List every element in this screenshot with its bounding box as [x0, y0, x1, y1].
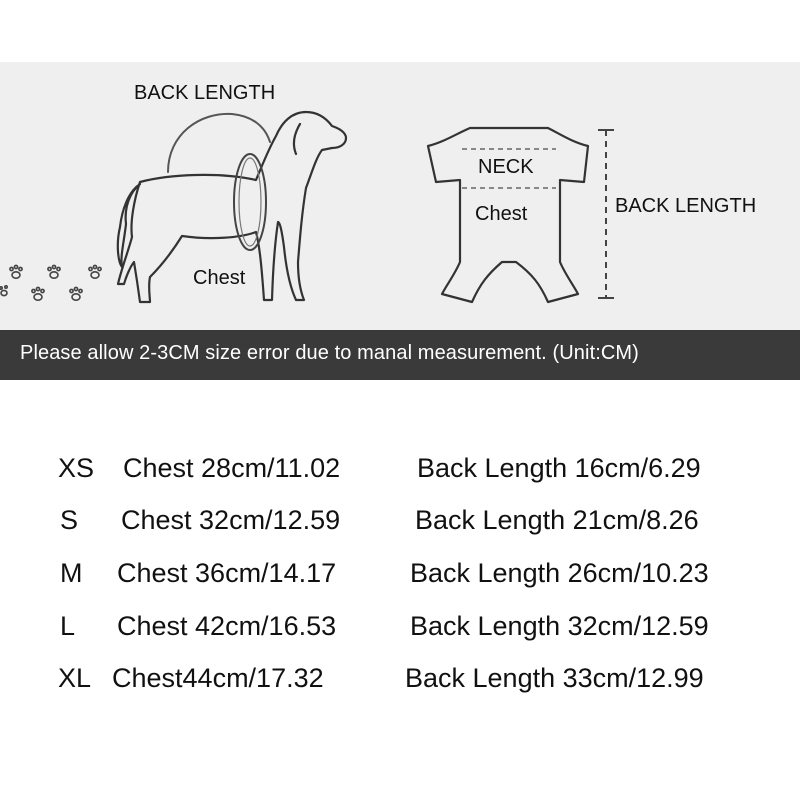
- back-length-measurement: Back Length 26cm/10.23: [410, 558, 709, 588]
- back-length-measurement: Back Length 16cm/6.29: [417, 453, 701, 483]
- size-label: M: [60, 558, 83, 588]
- back-length-measurement: Back Length 21cm/8.26: [415, 505, 699, 535]
- garment-neck-label: NECK: [478, 156, 534, 178]
- size-label: L: [60, 611, 76, 641]
- size-row-s: [0, 505, 800, 545]
- size-row-xs: [0, 453, 800, 493]
- garment-chest-label: Chest: [475, 203, 528, 225]
- measurement-note-bar: [0, 330, 800, 380]
- chest-measurement: Chest 32cm/12.59: [121, 505, 341, 535]
- garment-back-length-label: BACK LENGTH: [615, 195, 757, 217]
- measurement-note: Please allow 2-3CM size error due to manal measurement. (Unit:CM): [20, 342, 639, 364]
- size-row-m: [0, 558, 800, 598]
- chest-measurement: Chest 42cm/16.53: [117, 611, 337, 641]
- back-length-measurement: Back Length 33cm/12.99: [405, 663, 704, 693]
- dog-back-length-label: BACK LENGTH: [134, 82, 276, 104]
- size-row-l: [0, 611, 800, 651]
- back-length-measurement: Back Length 32cm/12.59: [410, 611, 709, 641]
- size-row-xl: [0, 663, 800, 703]
- measurement-diagram-panel: [0, 62, 800, 330]
- chest-measurement: Chest 36cm/14.17: [117, 558, 337, 588]
- size-label: XS: [58, 453, 95, 483]
- dog-chest-label: Chest: [193, 267, 246, 289]
- chest-measurement: Chest44cm/17.32: [112, 663, 324, 693]
- size-label: XL: [58, 663, 92, 693]
- chest-measurement: Chest 28cm/11.02: [123, 453, 341, 483]
- size-label: S: [60, 505, 79, 535]
- paw-prints-icon: [0, 265, 101, 300]
